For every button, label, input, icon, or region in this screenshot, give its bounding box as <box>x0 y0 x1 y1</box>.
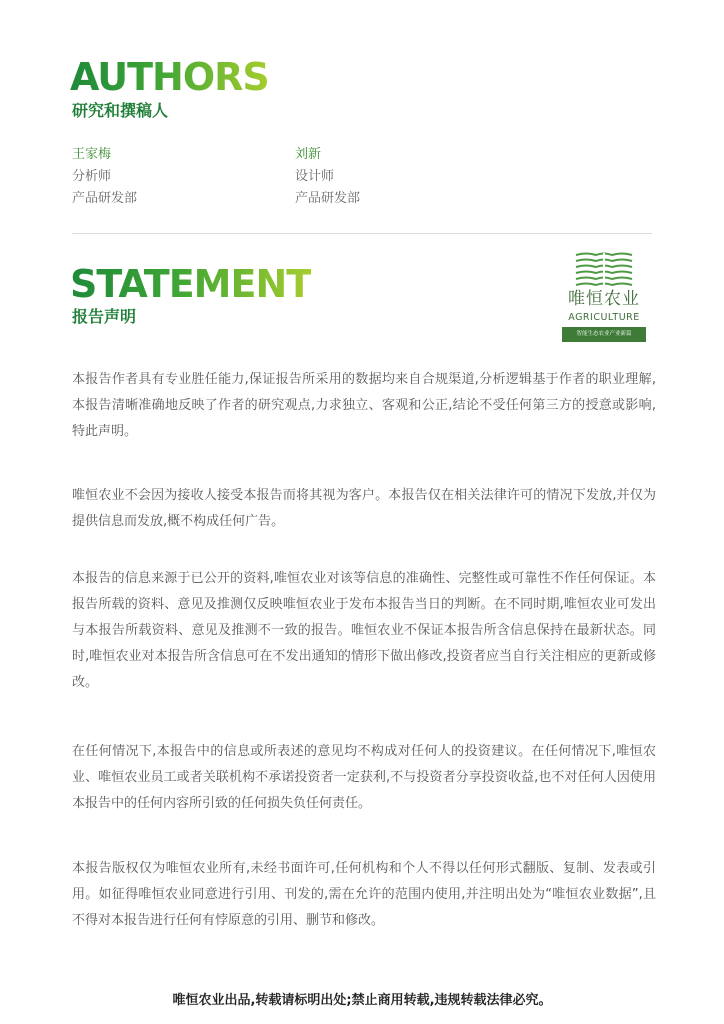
author-card <box>72 144 137 210</box>
statement-paragraph: 本报告版权仅为唯恒农业所有,未经书面许可,任何机构和个人不得以任何形式翻版、复制、发表或引用。如征得唯恒农业同意进行引用、刊发的,需在允许的范围内使用,并注明出处为“唯恒农业数据”,且不得对本报告进行任何有悖原意的引用、删节和修改。 <box>72 861 656 928</box>
author-dept: 产品研发部 <box>72 191 138 206</box>
statement-paragraph: 在任何情况下,本报告中的信息或所表述的意见均不构成对任何人的投资建议。在任何情况下,唯恒农业、唯恒农业员工或者关联机构不承诺投资者一定获利,不与投资者分享投资收益,也不对任何人因使用本报告中的任何内容所引致的任何损失负任何责任。 <box>72 744 656 811</box>
company-logo <box>562 251 646 343</box>
authors-subheading: 研究和撰稿人 <box>72 101 169 120</box>
statement-subheading: 报告声明 <box>72 307 137 326</box>
author-name: 王家梅 <box>72 147 112 162</box>
logo-name-cn: 唯恒农业 <box>568 289 640 309</box>
authors-heading: AUTHORS <box>70 55 269 99</box>
author-card <box>295 144 360 210</box>
footer-notice: 唯恒农业出品,转载请标明出处;禁止商用转载,违规转载法律必究。 <box>172 993 552 1008</box>
author-dept: 产品研发部 <box>295 191 361 206</box>
section-divider <box>72 233 652 234</box>
author-role: 设计师 <box>295 169 335 184</box>
statement-heading: STATEMENT <box>70 262 312 306</box>
logo-name-en: AGRICULTURE <box>568 312 640 323</box>
statement-paragraph: 唯恒农业不会因为接收人接受本报告而将其视为客户。本报告仅在相关法律许可的情况下发放,并仅为提供信息而发放,概不构成任何广告。 <box>72 488 656 529</box>
author-name: 刘新 <box>295 147 322 162</box>
author-role: 分析师 <box>72 169 112 184</box>
statement-paragraph: 本报告作者具有专业胜任能力,保证报告所采用的数据均来自合规渠道,分析逻辑基于作者的职业理解,本报告清晰准确地反映了作者的研究观点,力求独立、客观和公正,结论不受任何第三方的授意或影响,特此声明。 <box>72 372 656 439</box>
logo-slogan: 智能生态农业产业新篇 <box>562 327 646 342</box>
statement-paragraph: 本报告的信息来源于已公开的资料,唯恒农业对该等信息的准确性、完整性或可靠性不作任何保证。本报告所载的资料、意见及推测仅反映唯恒农业于发布本报告当日的判断。在不同时期,唯恒农业可发出与本报告所载资料、意见及推测不一致的报告。唯恒农业不保证本报告所含信息保持在最新状态。同时,唯恒农业对本报告所含信息可在不发出通知的情形下做出修改,投资者应当自行关注相应的更新或修改。 <box>72 571 656 690</box>
wheat-book-icon <box>562 251 646 289</box>
